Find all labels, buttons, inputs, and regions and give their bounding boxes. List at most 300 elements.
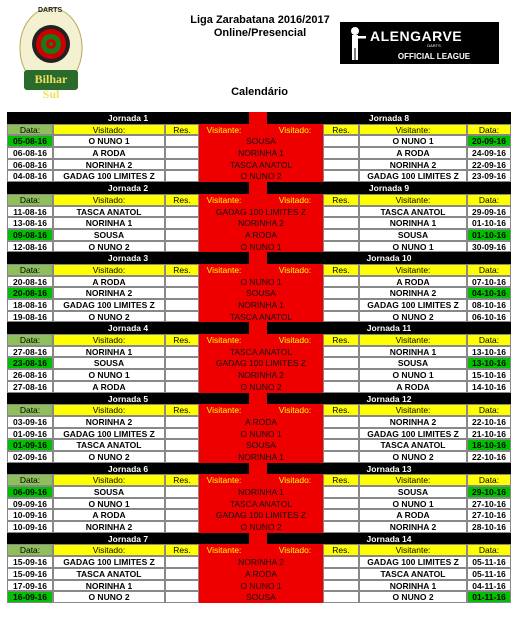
match-result-left: [165, 416, 199, 428]
match-result-right: [323, 521, 359, 533]
match-row: [7, 428, 511, 440]
match-home-team: O NUNO 2: [53, 241, 165, 253]
match-result-left: [165, 521, 199, 533]
col-date-right: Data:: [467, 474, 511, 486]
center-divider: [249, 322, 267, 334]
column-header-row: [7, 404, 511, 416]
match-row: [7, 451, 511, 463]
match-home-team: GADAG 100 LIMITES Z: [53, 299, 165, 311]
match-result-left: [165, 287, 199, 299]
col-date-left: Data:: [7, 404, 53, 416]
match-row: [7, 580, 511, 592]
col-date-right: Data:: [467, 334, 511, 346]
match-date-right: 28-10-16: [467, 521, 511, 533]
col-date-right: Data:: [467, 544, 511, 556]
col-visitado-mid: Visitado:: [267, 404, 323, 416]
match-home-team: GADAG 100 LIMITES Z: [53, 428, 165, 440]
round-header-row: [7, 463, 511, 475]
match-result-right: [323, 135, 359, 147]
match-date-right: 13-10-16: [467, 357, 511, 369]
round-title-right: Jornada 9: [267, 182, 511, 194]
match-return-team: SOUSA: [359, 229, 467, 241]
match-result-right: [323, 206, 359, 218]
col-visitante-right: Visitante:: [359, 334, 467, 346]
match-date-left: 17-09-16: [7, 580, 53, 592]
match-result-left: [165, 428, 199, 440]
match-result-left: [165, 486, 199, 498]
col-visitado-left: Visitado:: [53, 544, 165, 556]
center-divider: [249, 474, 267, 486]
col-visitante-left: Visitante:: [199, 544, 249, 556]
match-row: [7, 147, 511, 159]
match-date-left: 06-09-16: [7, 486, 53, 498]
match-away-team: GADAG 100 LIMITES Z: [199, 357, 323, 369]
match-away-team: NORINHA 1: [199, 451, 323, 463]
match-row: [7, 170, 511, 182]
match-date-left: 20-08-16: [7, 287, 53, 299]
match-return-team: NORINHA 1: [359, 217, 467, 229]
match-return-team: TASCA ANATOL: [359, 206, 467, 218]
match-date-right: 15-10-16: [467, 369, 511, 381]
col-visitado-mid: Visitado:: [267, 544, 323, 556]
col-res-left: Res.: [165, 544, 199, 556]
match-home-team: NORINHA 2: [53, 159, 165, 171]
dart-thrower-icon: [343, 25, 367, 61]
col-res-left: Res.: [165, 194, 199, 206]
match-away-team: TASCA ANATOL: [199, 498, 323, 510]
match-date-left: 16-09-16: [7, 591, 53, 603]
match-home-team: NORINHA 1: [53, 580, 165, 592]
match-result-right: [323, 276, 359, 288]
match-away-team: SOUSA: [199, 591, 323, 603]
match-return-team: TASCA ANATOL: [359, 568, 467, 580]
match-result-right: [323, 580, 359, 592]
col-visitante-right: Visitante:: [359, 404, 467, 416]
col-res-right: Res.: [323, 264, 359, 276]
match-home-team: NORINHA 1: [53, 346, 165, 358]
match-return-team: A RODA: [359, 509, 467, 521]
match-result-left: [165, 241, 199, 253]
column-header-row: [7, 264, 511, 276]
center-divider: [249, 334, 267, 346]
match-date-right: 08-10-16: [467, 299, 511, 311]
center-divider: [249, 194, 267, 206]
match-row: [7, 299, 511, 311]
column-header-row: [7, 194, 511, 206]
match-result-right: [323, 486, 359, 498]
col-date-right: Data:: [467, 124, 511, 136]
match-result-right: [323, 451, 359, 463]
round-header-row: [7, 393, 511, 405]
round-header-row: [7, 322, 511, 334]
match-home-team: TASCA ANATOL: [53, 439, 165, 451]
column-header-row: [7, 544, 511, 556]
match-away-team: TASCA ANATOL: [199, 311, 323, 323]
match-return-team: NORINHA 2: [359, 416, 467, 428]
round-title-right: Jornada 14: [267, 533, 511, 545]
match-date-left: 04-08-16: [7, 170, 53, 182]
match-away-team: NORINHA 1: [199, 299, 323, 311]
match-return-team: NORINHA 1: [359, 580, 467, 592]
match-result-left: [165, 369, 199, 381]
match-date-right: 27-10-16: [467, 498, 511, 510]
match-result-right: [323, 428, 359, 440]
match-result-right: [323, 311, 359, 323]
match-away-team: NORINHA 2: [199, 217, 323, 229]
round-title-left: Jornada 4: [7, 322, 249, 334]
match-away-team: O NUNO 1: [199, 428, 323, 440]
col-res-right: Res.: [323, 404, 359, 416]
match-result-right: [323, 439, 359, 451]
match-result-left: [165, 381, 199, 393]
match-return-team: GADAG 100 LIMITES Z: [359, 170, 467, 182]
match-away-team: TASCA ANATOL: [199, 159, 323, 171]
match-home-team: NORINHA 2: [53, 416, 165, 428]
league-subtitle: Online/Presencial: [213, 27, 307, 39]
match-date-right: 14-10-16: [467, 381, 511, 393]
match-date-right: 18-10-16: [467, 439, 511, 451]
match-row: [7, 217, 511, 229]
round-title-right: Jornada 10: [267, 252, 511, 264]
match-home-team: O NUNO 2: [53, 311, 165, 323]
match-result-left: [165, 451, 199, 463]
match-result-right: [323, 381, 359, 393]
alengarve-brand: ALENGARVE: [370, 28, 463, 44]
match-row: [7, 311, 511, 323]
col-res-right: Res.: [323, 474, 359, 486]
match-return-team: TASCA ANATOL: [359, 439, 467, 451]
match-return-team: GADAG 100 LIMITES Z: [359, 556, 467, 568]
match-date-left: 06-08-16: [7, 159, 53, 171]
match-result-left: [165, 170, 199, 182]
match-row: [7, 346, 511, 358]
match-result-left: [165, 556, 199, 568]
match-date-left: 09-09-16: [7, 498, 53, 510]
match-date-right: 22-09-16: [467, 159, 511, 171]
calendar-table: [7, 112, 511, 603]
col-date-right: Data:: [467, 194, 511, 206]
match-date-left: 15-09-16: [7, 568, 53, 580]
col-visitado-mid: Visitado:: [267, 194, 323, 206]
match-home-team: O NUNO 1: [53, 135, 165, 147]
match-result-right: [323, 416, 359, 428]
col-res-left: Res.: [165, 404, 199, 416]
match-row: [7, 521, 511, 533]
match-away-team: O NUNO 2: [199, 170, 323, 182]
center-divider: [249, 544, 267, 556]
match-result-left: [165, 357, 199, 369]
match-result-right: [323, 217, 359, 229]
match-result-right: [323, 509, 359, 521]
match-date-right: 23-09-16: [467, 170, 511, 182]
match-return-team: NORINHA 2: [359, 159, 467, 171]
match-result-left: [165, 509, 199, 521]
match-return-team: O NUNO 1: [359, 498, 467, 510]
match-home-team: TASCA ANATOL: [53, 568, 165, 580]
center-divider: [249, 182, 267, 194]
match-result-left: [165, 299, 199, 311]
match-date-left: 27-08-16: [7, 346, 53, 358]
match-date-right: 30-09-16: [467, 241, 511, 253]
match-result-left: [165, 568, 199, 580]
match-away-team: GADAG 100 LIMITES Z: [199, 509, 323, 521]
match-date-right: 29-09-16: [467, 206, 511, 218]
round-title-left: Jornada 2: [7, 182, 249, 194]
match-away-team: A RODA: [199, 568, 323, 580]
match-result-right: [323, 241, 359, 253]
match-row: [7, 159, 511, 171]
match-result-left: [165, 229, 199, 241]
match-date-right: 24-09-16: [467, 147, 511, 159]
match-return-team: NORINHA 2: [359, 287, 467, 299]
round-header-row: [7, 533, 511, 545]
match-result-right: [323, 498, 359, 510]
match-date-left: 20-08-16: [7, 276, 53, 288]
col-res-left: Res.: [165, 124, 199, 136]
col-res-left: Res.: [165, 334, 199, 346]
col-visitante-left: Visitante:: [199, 474, 249, 486]
match-return-team: A RODA: [359, 276, 467, 288]
match-date-left: 18-08-16: [7, 299, 53, 311]
match-result-left: [165, 276, 199, 288]
match-row: [7, 241, 511, 253]
match-date-right: 05-11-16: [467, 568, 511, 580]
round-header-row: [7, 182, 511, 194]
match-result-right: [323, 346, 359, 358]
round-title-right: Jornada 8: [267, 112, 511, 124]
match-row: [7, 416, 511, 428]
match-result-left: [165, 206, 199, 218]
col-visitante-right: Visitante:: [359, 124, 467, 136]
alengarve-sub: DARTS: [427, 43, 441, 48]
match-result-left: [165, 498, 199, 510]
match-return-team: SOUSA: [359, 486, 467, 498]
match-result-left: [165, 439, 199, 451]
match-result-right: [323, 357, 359, 369]
match-date-left: 23-08-16: [7, 357, 53, 369]
logo-darts-text: DARTS: [38, 7, 63, 14]
match-home-team: A RODA: [53, 276, 165, 288]
col-visitado-left: Visitado:: [53, 334, 165, 346]
match-result-right: [323, 147, 359, 159]
match-away-team: SOUSA: [199, 135, 323, 147]
match-result-left: [165, 591, 199, 603]
col-visitado-left: Visitado:: [53, 404, 165, 416]
bilhar-sul-logo: [14, 4, 88, 101]
league-title: Liga Zarabatana 2016/2017: [190, 14, 330, 26]
match-row: [7, 498, 511, 510]
match-row: [7, 509, 511, 521]
match-date-left: 15-09-16: [7, 556, 53, 568]
match-date-right: 27-10-16: [467, 509, 511, 521]
match-away-team: TASCA ANATOL: [199, 346, 323, 358]
match-home-team: NORINHA 2: [53, 521, 165, 533]
match-date-right: 04-11-16: [467, 580, 511, 592]
match-date-left: 26-08-16: [7, 369, 53, 381]
round-header-row: [7, 252, 511, 264]
column-header-row: [7, 474, 511, 486]
match-row: [7, 276, 511, 288]
match-home-team: SOUSA: [53, 486, 165, 498]
match-date-left: 10-09-16: [7, 521, 53, 533]
center-divider: [249, 533, 267, 545]
match-home-team: SOUSA: [53, 229, 165, 241]
match-home-team: O NUNO 1: [53, 498, 165, 510]
match-date-left: 10-09-16: [7, 509, 53, 521]
match-date-right: 01-10-16: [467, 217, 511, 229]
match-result-left: [165, 346, 199, 358]
center-divider: [249, 404, 267, 416]
section-title: Calendário: [231, 86, 288, 98]
match-return-team: O NUNO 1: [359, 135, 467, 147]
col-visitado-left: Visitado:: [53, 474, 165, 486]
match-away-team: SOUSA: [199, 439, 323, 451]
match-date-left: 09-08-16: [7, 229, 53, 241]
match-return-team: O NUNO 2: [359, 311, 467, 323]
match-away-team: O NUNO 1: [199, 276, 323, 288]
match-date-right: 29-10-16: [467, 486, 511, 498]
round-title-right: Jornada 11: [267, 322, 511, 334]
match-result-right: [323, 591, 359, 603]
round-title-left: Jornada 6: [7, 463, 249, 475]
round-title-left: Jornada 1: [7, 112, 249, 124]
center-divider: [249, 124, 267, 136]
col-date-left: Data:: [7, 194, 53, 206]
match-date-left: 19-08-16: [7, 311, 53, 323]
match-result-right: [323, 556, 359, 568]
match-home-team: NORINHA 1: [53, 217, 165, 229]
match-result-left: [165, 311, 199, 323]
match-home-team: NORINHA 2: [53, 287, 165, 299]
round-title-right: Jornada 13: [267, 463, 511, 475]
match-date-left: 11-08-16: [7, 206, 53, 218]
match-row: [7, 381, 511, 393]
match-home-team: A RODA: [53, 509, 165, 521]
match-date-right: 01-11-16: [467, 591, 511, 603]
match-row: [7, 439, 511, 451]
center-divider: [249, 463, 267, 475]
logo-name-text: Bilhar Sul: [34, 72, 68, 101]
match-row: [7, 206, 511, 218]
match-date-right: 13-10-16: [467, 346, 511, 358]
col-date-left: Data:: [7, 334, 53, 346]
round-title-right: Jornada 12: [267, 393, 511, 405]
match-away-team: SOUSA: [199, 287, 323, 299]
match-return-team: A RODA: [359, 381, 467, 393]
center-divider: [249, 112, 267, 124]
match-result-right: [323, 369, 359, 381]
match-return-team: NORINHA 2: [359, 521, 467, 533]
match-result-right: [323, 170, 359, 182]
match-result-left: [165, 217, 199, 229]
col-visitado-mid: Visitado:: [267, 124, 323, 136]
col-visitante-right: Visitante:: [359, 264, 467, 276]
match-row: [7, 357, 511, 369]
match-result-left: [165, 135, 199, 147]
match-date-left: 27-08-16: [7, 381, 53, 393]
col-visitante-right: Visitante:: [359, 544, 467, 556]
col-date-right: Data:: [467, 264, 511, 276]
match-date-left: 12-08-16: [7, 241, 53, 253]
match-away-team: NORINHA 1: [199, 147, 323, 159]
match-date-left: 01-09-16: [7, 439, 53, 451]
match-home-team: SOUSA: [53, 357, 165, 369]
match-away-team: GADAG 100 LIMITES Z: [199, 206, 323, 218]
match-home-team: TASCA ANATOL: [53, 206, 165, 218]
col-res-right: Res.: [323, 124, 359, 136]
match-return-team: NORINHA 1: [359, 346, 467, 358]
match-date-left: 13-08-16: [7, 217, 53, 229]
alengarve-logo: [340, 22, 499, 64]
match-home-team: O NUNO 1: [53, 369, 165, 381]
col-res-right: Res.: [323, 544, 359, 556]
match-away-team: NORINHA 2: [199, 369, 323, 381]
col-date-right: Data:: [467, 404, 511, 416]
col-date-left: Data:: [7, 544, 53, 556]
match-date-right: 22-10-16: [467, 451, 511, 463]
col-res-left: Res.: [165, 264, 199, 276]
match-date-right: 22-10-16: [467, 416, 511, 428]
match-away-team: O NUNO 2: [199, 381, 323, 393]
match-result-right: [323, 229, 359, 241]
match-away-team: NORINHA 1: [199, 486, 323, 498]
col-date-left: Data:: [7, 124, 53, 136]
match-return-team: GADAG 100 LIMITES Z: [359, 428, 467, 440]
match-row: [7, 591, 511, 603]
col-date-left: Data:: [7, 474, 53, 486]
match-date-right: 04-10-16: [467, 287, 511, 299]
match-away-team: A RODA: [199, 416, 323, 428]
col-visitante-right: Visitante:: [359, 194, 467, 206]
match-date-right: 21-10-16: [467, 428, 511, 440]
col-visitante-right: Visitante:: [359, 474, 467, 486]
round-title-left: Jornada 7: [7, 533, 249, 545]
match-result-left: [165, 159, 199, 171]
match-date-left: 02-09-16: [7, 451, 53, 463]
col-date-left: Data:: [7, 264, 53, 276]
match-date-right: 05-11-16: [467, 556, 511, 568]
alengarve-league: OFFICIAL LEAGUE: [397, 52, 471, 61]
col-visitante-left: Visitante:: [199, 264, 249, 276]
match-result-right: [323, 159, 359, 171]
col-res-left: Res.: [165, 474, 199, 486]
match-home-team: O NUNO 2: [53, 591, 165, 603]
match-date-left: 05-08-16: [7, 135, 53, 147]
col-visitado-mid: Visitado:: [267, 334, 323, 346]
round-header-row: [7, 112, 511, 124]
match-date-left: 01-09-16: [7, 428, 53, 440]
col-visitante-left: Visitante:: [199, 194, 249, 206]
match-away-team: O NUNO 1: [199, 241, 323, 253]
match-row: [7, 135, 511, 147]
col-visitado-left: Visitado:: [53, 124, 165, 136]
match-row: [7, 568, 511, 580]
match-return-team: A RODA: [359, 147, 467, 159]
match-date-right: 01-10-16: [467, 229, 511, 241]
col-res-right: Res.: [323, 194, 359, 206]
round-title-left: Jornada 3: [7, 252, 249, 264]
match-away-team: A RODA: [199, 229, 323, 241]
match-result-right: [323, 299, 359, 311]
col-visitante-left: Visitante:: [199, 124, 249, 136]
match-row: [7, 229, 511, 241]
center-divider: [249, 264, 267, 276]
match-result-left: [165, 147, 199, 159]
col-visitado-left: Visitado:: [53, 264, 165, 276]
match-away-team: NORINHA 2: [199, 556, 323, 568]
match-home-team: GADAG 100 LIMITES Z: [53, 170, 165, 182]
match-result-left: [165, 580, 199, 592]
